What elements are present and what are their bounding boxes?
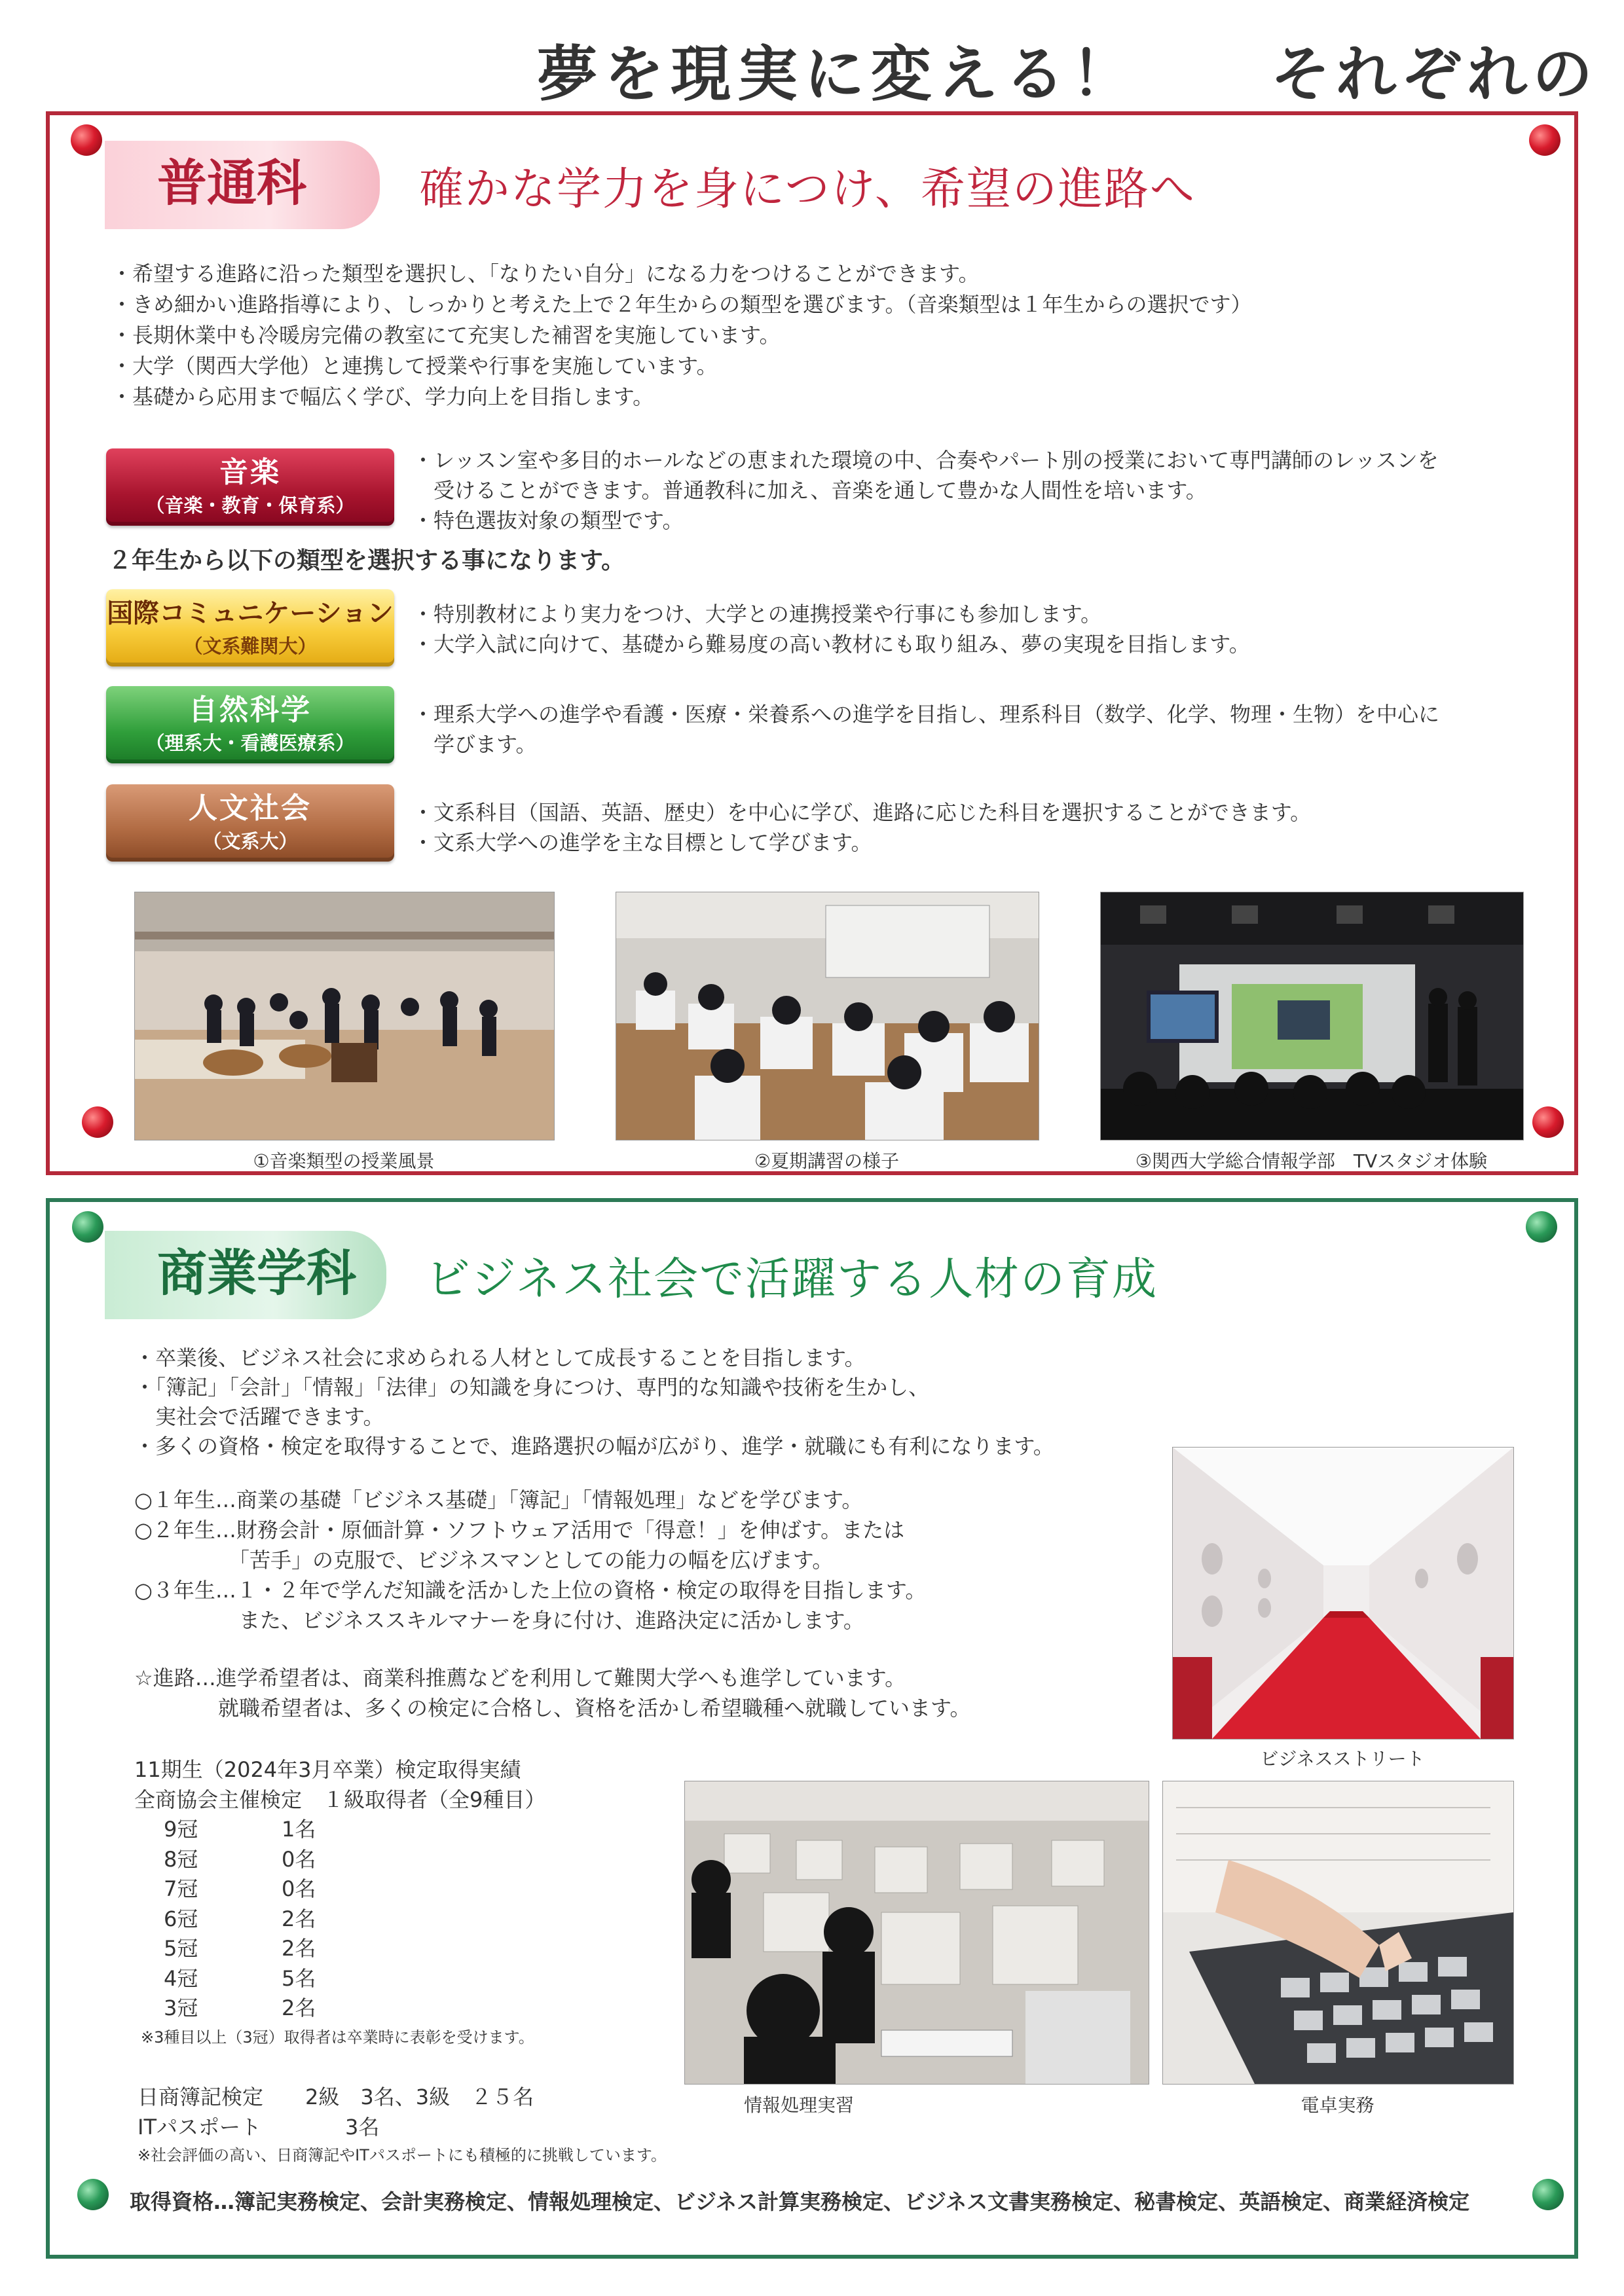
page-headline-right: それぞれの (1270, 39, 1598, 109)
list-item: ○３年生…１・２年で学んだ知識を活かした上位の資格・検定の取得を目指します。 (134, 1578, 927, 1603)
course-desc-international (413, 599, 1250, 659)
course-desc-music (413, 445, 1439, 536)
course-badge-music (106, 448, 394, 526)
results-value: 0名 (282, 1876, 316, 1901)
desc-line: ・大学入試に向けて、基礎から難易度の高い教材にも取り組み、夢の実現を目指します。 (413, 632, 1250, 657)
table-row (164, 1934, 316, 1964)
table-row (164, 1874, 316, 1904)
table-row (164, 1904, 316, 1935)
results-title: 11期生（2024年3月卒業）検定取得実績 (134, 1757, 521, 1782)
list-item: ○２年生…財務会計・原価計算・ソフトウェア活用で「得意！」を伸ばす。または (134, 1518, 905, 1542)
list-item: ・希望する進路に沿った類型を選択し、「なりたい自分」になる力をつけることができます。 (111, 261, 980, 286)
results-value: 2名 (282, 1995, 316, 2020)
photo-caption: 電卓実務 (1301, 2094, 1375, 2116)
nissho-result: 日商簿記検定 2級 3名、3級 ２５名 (138, 2085, 534, 2109)
select-note: ２年生から以下の類型を選択する事になります。 (108, 547, 625, 574)
photo-caption: ビジネスストリート (1260, 1748, 1425, 1770)
pushpin-icon (77, 2179, 109, 2210)
pushpin-icon (72, 1211, 103, 1243)
list-item: ・多くの資格・検定を取得することで、進路選択の幅が広がり、進学・就職にも有利になります。 (134, 1434, 1054, 1459)
results-key: 7冠 (164, 1876, 198, 1901)
results-key: 5冠 (164, 1936, 198, 1961)
course-name: 音楽 (219, 456, 281, 489)
commerce-career (134, 1663, 970, 1723)
course-sub: （理系大・看護医療系） (145, 732, 355, 754)
itpass-result: ITパスポート 3名 (138, 2115, 380, 2140)
general-course-subtitle: 確かな学力を身につけ、希望の進路へ (419, 164, 1196, 215)
desc-line: ・レッスン室や多目的ホールなどの恵まれた環境の中、合奏やパート別の授業において専門講師のレッスンを (413, 448, 1439, 473)
course-sub: （文系難関大） (183, 635, 317, 657)
course-desc-science (413, 699, 1439, 759)
commerce-year-list (134, 1485, 926, 1635)
course-name: 人文社会 (189, 792, 312, 825)
desc-line: ・特色選抜対象の類型です。 (413, 508, 684, 533)
list-item: ・きめ細かい進路指導により、しっかりと考えた上で２年生からの類型を選びます。（音楽類型は１年生からの選択です） (111, 292, 1252, 317)
desc-line: ・文系大学への進学を主な目標として学びます。 (413, 830, 872, 855)
list-item: 就職希望者は、多くの検定に合格し、資格を活かし希望職種へ就職しています。 (134, 1696, 971, 1721)
results-key: 9冠 (164, 1817, 198, 1842)
desc-line: 受けることができます。普通教科に加え、音楽を通して豊かな人間性を培います。 (413, 478, 1207, 503)
photo-caption: ①音楽類型の授業風景 (253, 1150, 435, 1172)
list-item: ・卒業後、ビジネス社会に求められる人材として成長することを目指します。 (134, 1345, 866, 1370)
photo-summer-course (616, 892, 1039, 1140)
desc-line: ・理系大学への進学や看護・医療・栄養系への進学を目指し、理系科目（数学、化学、物理・生物）を中心に (413, 702, 1440, 727)
photo-caption: ③関西大学総合情報学部 TVスタジオ体験 (1135, 1150, 1488, 1172)
results-value: 5名 (282, 1965, 316, 1991)
desc-line: ・特別教材により実力をつけ、大学との連携授業や行事にも参加します。 (413, 602, 1102, 627)
results-block (134, 1755, 545, 1815)
results-subtitle: 全商協会主催検定 １級取得者（全9種目） (134, 1787, 546, 1812)
list-item: ☆進路…進学希望者は、商業科推薦などを利用して難関大学へも進学しています。 (134, 1666, 906, 1690)
commerce-course-tab: 商業学科 (105, 1231, 386, 1319)
commerce-course-subtitle: ビジネス社会で活躍する人材の育成 (426, 1254, 1158, 1305)
course-name: 自然科学 (189, 693, 312, 727)
list-item: ・大学（関西大学他）と連携して授業や行事を実施しています。 (111, 354, 718, 378)
pushpin-icon (1532, 1106, 1564, 1138)
page-headline: 夢を現実に変える！ (537, 39, 1139, 109)
pushpin-icon (1526, 1211, 1557, 1243)
results-key: 3冠 (164, 1995, 198, 2020)
desc-line: ・文系科目（国語、英語、歴史）を中心に学び、進路に応じた科目を選択することができます。 (413, 800, 1312, 825)
commerce-bullet-list (134, 1343, 1054, 1461)
pushpin-icon (1532, 2179, 1564, 2210)
results-note: ※3種目以上（3冠）取得者は卒業時に表彰を受けます。 (141, 2028, 534, 2047)
qualifications-list: 取得資格…簿記実務検定、会計実務検定、情報処理検定、ビジネス計算実務検定、ビジネス文書実務検定、秘書検定、英語検定、商業経済検定 (130, 2189, 1470, 2214)
course-sub: （文系大） (202, 830, 298, 852)
list-item: また、ビジネススキルマナーを身に付け、進路決定に活かします。 (134, 1608, 864, 1633)
results-value: 2名 (282, 1936, 316, 1961)
results-value: 2名 (282, 1906, 316, 1931)
course-desc-humanities (413, 797, 1311, 858)
results-table (164, 1815, 316, 2024)
other-certs (138, 2082, 534, 2142)
list-item: ・長期休業中も冷暖房完備の教室にて充実した補習を実施しています。 (111, 323, 781, 348)
course-name: 国際コミュニケーション (107, 598, 394, 629)
photo-business-street (1172, 1447, 1514, 1740)
list-item: 実社会で活躍できます。 (134, 1404, 384, 1429)
photo-caption: 情報処理実習 (743, 2094, 854, 2116)
pushpin-icon (71, 124, 102, 156)
general-course-tab: 普通科 (105, 141, 380, 229)
results-key: 8冠 (164, 1846, 198, 1872)
course-badge-international (106, 589, 394, 666)
list-item: ・「簿記」「会計」「情報」「法律」の知識を身につけ、専門的な知識や技術を生かし、 (134, 1375, 930, 1400)
list-item: 「苦手」の克服で、ビジネスマンとしての能力の幅を広げます。 (134, 1548, 834, 1573)
list-item: ・基礎から応用まで幅広く学び、学力向上を目指します。 (111, 384, 654, 409)
pushpin-icon (82, 1106, 113, 1138)
general-bullet-list (111, 259, 1251, 412)
table-row (164, 1845, 316, 1875)
photo-caption: ②夏期講習の様子 (754, 1150, 900, 1172)
list-item: ○１年生…商業の基礎「ビジネス基礎」「簿記」「情報処理」などを学びます。 (134, 1487, 863, 1512)
challenge-note: ※社会評価の高い、日商簿記やITパスポートにも積極的に挑戦しています。 (138, 2146, 667, 2164)
results-key: 4冠 (164, 1965, 198, 1991)
results-key: 6冠 (164, 1906, 198, 1931)
photo-tv-studio (1100, 892, 1524, 1140)
results-value: 1名 (282, 1817, 316, 1842)
photo-it-practice (684, 1781, 1149, 2085)
table-row (164, 1964, 316, 1994)
photo-music-class (134, 892, 555, 1140)
photo-calculator-practice (1162, 1781, 1514, 2085)
results-value: 0名 (282, 1846, 316, 1872)
course-badge-humanities (106, 784, 394, 862)
table-row (164, 1994, 316, 2024)
pushpin-icon (1529, 124, 1560, 156)
table-row (164, 1815, 316, 1845)
course-badge-science (106, 686, 394, 763)
course-sub: （音楽・教育・保育系） (145, 494, 355, 517)
desc-line: 学びます。 (413, 732, 537, 757)
